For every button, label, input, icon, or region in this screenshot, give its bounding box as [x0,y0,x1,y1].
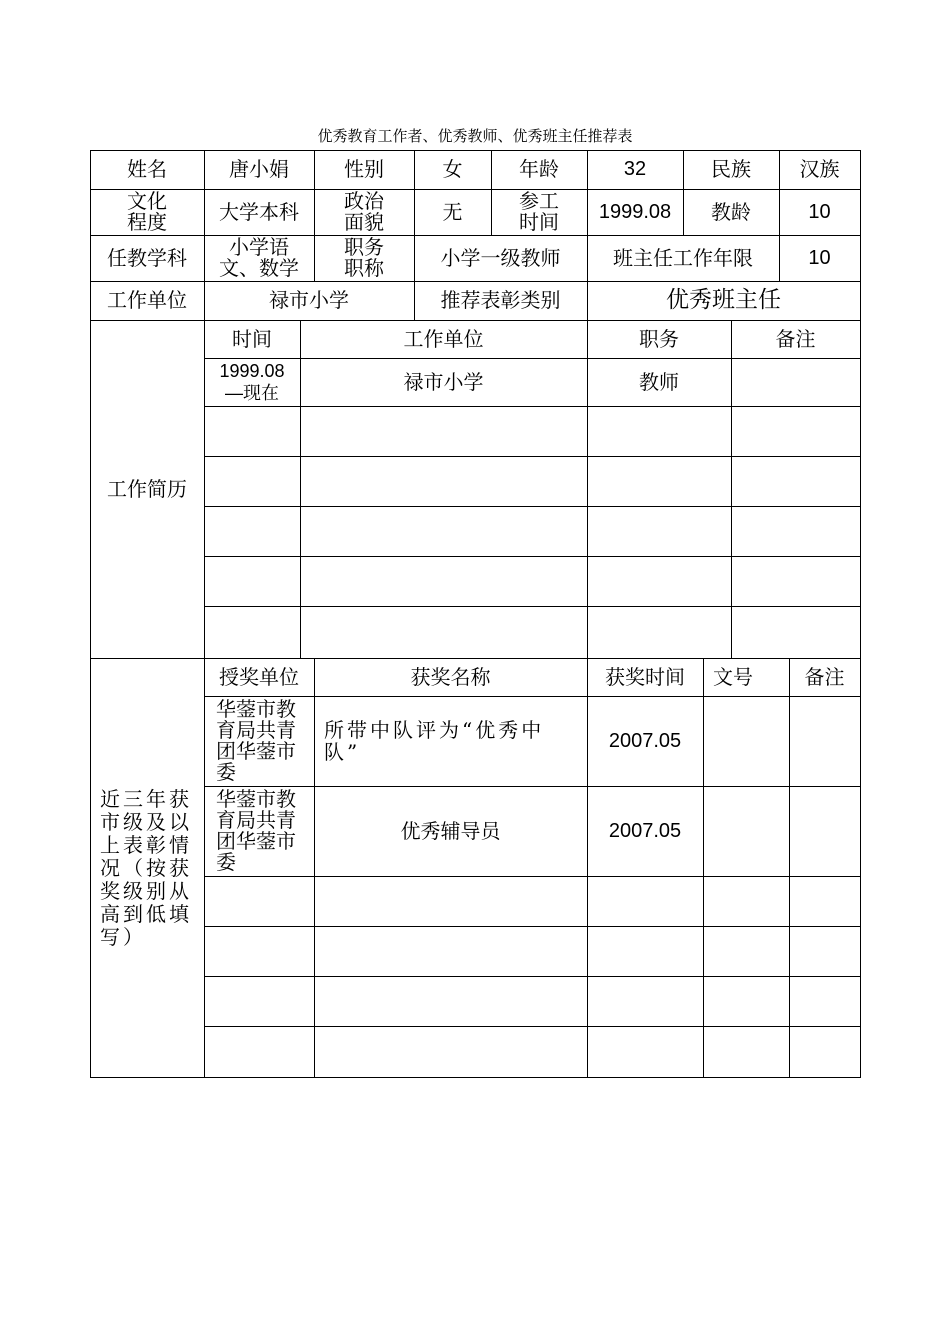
education-label: 文化 程度 [127,189,167,234]
award-cell[interactable] [703,786,789,876]
award-cell[interactable]: 2007.05 [608,819,682,842]
resume-cell[interactable] [731,506,860,556]
resume-cell[interactable]: 禄市小学 [403,369,484,394]
hr-years-label: 班主任工作年限 [613,245,753,270]
resume-cell[interactable] [300,506,587,556]
unit-value[interactable]: 禄市小学 [269,288,349,312]
gender-value[interactable]: 女 [442,157,463,181]
resume-cell[interactable] [731,358,860,406]
award-cell[interactable]: 优秀辅导员 [400,818,501,843]
subject-label: 任教学科 [107,245,187,270]
award-cell[interactable] [587,976,703,1026]
award-cell[interactable] [204,876,314,926]
award-cell[interactable] [789,876,860,926]
join-time-value[interactable]: 1999.08 [598,200,672,223]
age-label: 年龄 [519,157,559,181]
education-value[interactable]: 大学本科 [219,199,299,224]
award-cell[interactable]: 华蓥市教育局共青团华蓥市委 [216,787,296,874]
award-cell[interactable] [587,876,703,926]
form-title: 优秀教育工作者、优秀教师、优秀班主任推荐表 [317,127,633,145]
resume-cell[interactable] [204,556,300,606]
resume-cell[interactable] [731,456,860,506]
category-value[interactable]: 优秀班主任 [666,287,781,313]
join-time-label: 参工 时间 [519,189,559,234]
subject-value[interactable]: 小学语 文、数学 [219,235,299,280]
awards-header-issuer: 授奖单位 [219,664,299,689]
award-cell[interactable] [314,926,587,976]
ethnicity-label: 民族 [711,157,751,181]
unit-label: 工作单位 [107,288,187,312]
award-cell[interactable] [789,976,860,1026]
awards-header-name: 获奖名称 [410,664,491,689]
awards-header-remark: 备注 [804,664,845,689]
resume-cell[interactable] [204,506,300,556]
resume-cell[interactable] [587,606,731,658]
name-value[interactable]: 唐小娟 [229,157,289,181]
award-cell[interactable] [314,876,587,926]
award-cell[interactable] [789,926,860,976]
resume-cell[interactable] [300,556,587,606]
resume-header-time: 时间 [232,326,272,351]
awards-header-doc-no: 文号 [713,664,753,689]
award-cell[interactable] [789,786,860,876]
resume-cell[interactable] [300,456,587,506]
teaching-years-label: 教龄 [711,199,751,224]
resume-cell[interactable] [204,406,300,456]
award-cell[interactable] [587,1026,703,1077]
resume-header-position: 职务 [639,326,679,351]
ethnicity-value[interactable]: 汉族 [799,157,840,181]
gender-label: 性别 [344,157,384,181]
resume-cell[interactable] [300,406,587,456]
job-title-value[interactable]: 小学一级教师 [440,245,561,270]
resume-header-unit: 工作单位 [403,326,484,351]
teaching-years-value[interactable]: 10 [808,200,831,223]
award-cell[interactable] [703,926,789,976]
resume-cell[interactable] [587,456,731,506]
resume-cell[interactable] [204,456,300,506]
award-cell[interactable] [703,976,789,1026]
award-cell[interactable] [204,926,314,976]
resume-header-remark: 备注 [775,326,816,351]
name-label: 姓名 [127,157,167,181]
resume-cell[interactable] [300,606,587,658]
resume-cell[interactable] [731,606,860,658]
resume-section-label: 工作简历 [107,476,187,501]
resume-cell[interactable]: 教师 [639,369,679,394]
award-cell[interactable] [314,1026,587,1077]
award-cell[interactable]: 2007.05 [608,729,682,752]
award-cell[interactable] [587,926,703,976]
resume-cell[interactable] [587,506,731,556]
award-cell[interactable] [204,1026,314,1077]
award-cell[interactable] [314,976,587,1026]
hr-years-value[interactable]: 10 [808,246,831,269]
award-cell[interactable] [789,1026,860,1077]
award-cell[interactable]: 所带中队评为“优秀中队” [324,718,545,764]
job-title-label: 职务 职称 [344,235,384,280]
category-label: 推荐表彰类别 [440,288,561,312]
award-cell[interactable] [703,876,789,926]
award-cell[interactable] [703,696,789,786]
resume-cell[interactable] [587,406,731,456]
resume-cell[interactable] [731,556,860,606]
grid-line [860,150,861,1078]
award-cell[interactable] [789,696,860,786]
political-label: 政治 面貌 [344,189,384,234]
award-cell[interactable]: 华蓥市教育局共青团华蓥市委 [216,697,296,784]
awards-header-date: 获奖时间 [605,664,685,689]
grid-line [90,1077,861,1078]
resume-cell[interactable] [731,406,860,456]
award-cell[interactable] [204,976,314,1026]
resume-cell[interactable]: 1999.08 —现在 [219,361,285,403]
awards-section-label: 近三年获市级及以上表彰情况（按获奖级别从高到低填写） [100,786,192,949]
political-value[interactable]: 无 [442,199,463,224]
award-cell[interactable] [703,1026,789,1077]
resume-cell[interactable] [204,606,300,658]
resume-cell[interactable] [587,556,731,606]
age-value[interactable]: 32 [623,158,647,180]
